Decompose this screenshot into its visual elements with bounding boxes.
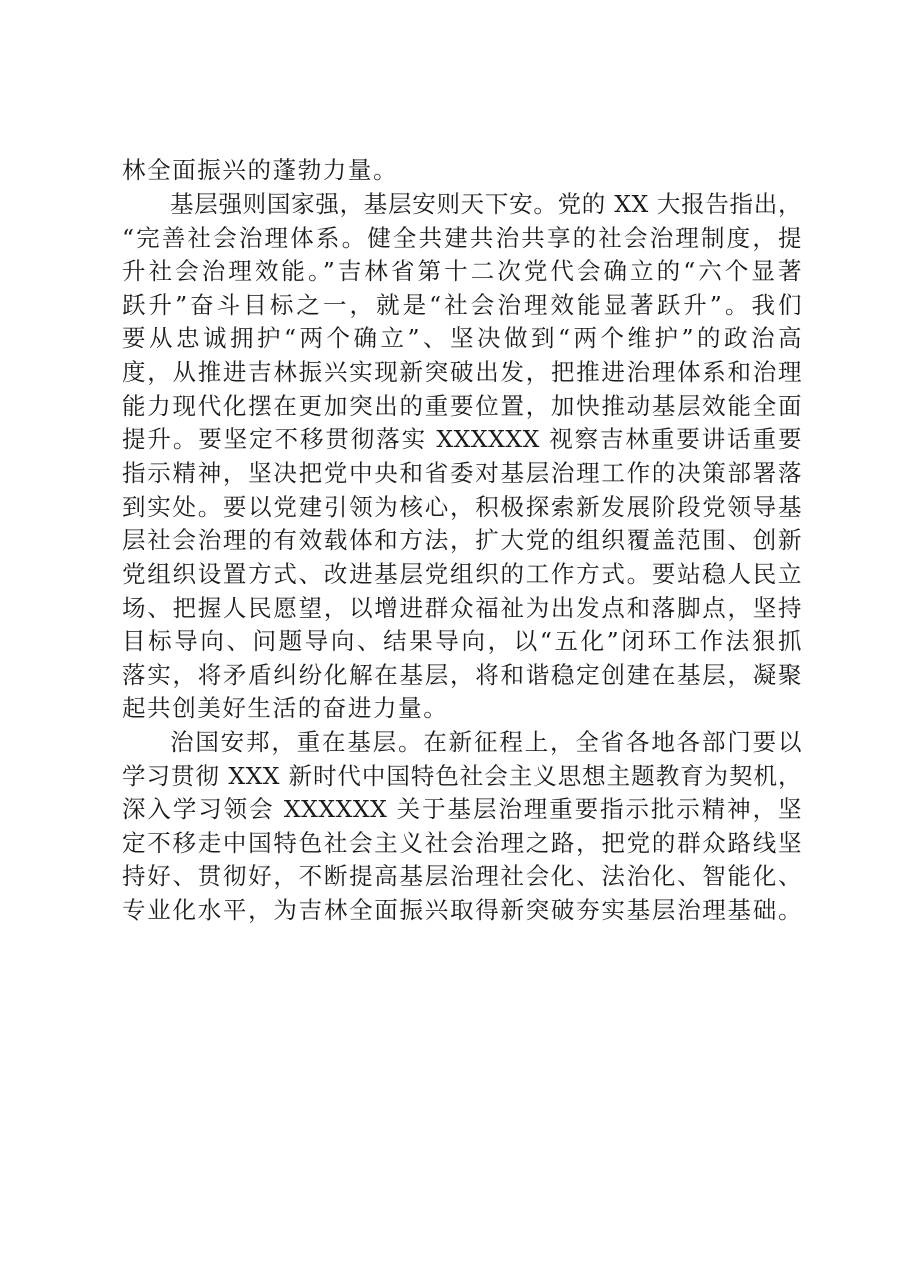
paragraph-line: 起共创美好生活的奋进力量。 xyxy=(122,694,449,722)
paragraph-line: 学习贯彻 XXX 新时代中国特色社会主义思想主题教育为契机， xyxy=(122,762,802,790)
paragraph-line: 落实，将矛盾纠纷化解在基层，将和谐稳定创建在基层，凝聚 xyxy=(122,661,802,689)
paragraph-line: 党组织设置方式、改进基层党组织的工作方式。要站稳人民立 xyxy=(122,560,802,588)
paragraph-line: 度，从推进吉林振兴实现新突破出发，把推进治理体系和治理 xyxy=(122,358,802,386)
paragraph-line: 能力现代化摆在更加突出的重要位置，加快推动基层效能全面 xyxy=(122,392,802,420)
paragraph-line: 到实处。要以党建引领为核心，积极探索新发展阶段党领导基 xyxy=(122,493,802,521)
paragraph-line: 场、把握人民愿望，以增进群众福祉为出发点和落脚点，坚持 xyxy=(122,594,802,622)
paragraph-line: 林全面振兴的蓬勃力量。 xyxy=(122,156,399,184)
paragraph-line: 跃升”奋斗目标之一，就是“社会治理效能显著跃升”。我们 xyxy=(122,291,802,319)
paragraph-line: 指示精神，坚决把党中央和省委对基层治理工作的决策部署落 xyxy=(122,459,802,487)
paragraph-line: 提升。要坚定不移贯彻落实 XXXXXX 视察吉林重要讲话重要 xyxy=(122,425,802,453)
paragraph-line: 深入学习领会 XXXXXX 关于基层治理重要指示批示精神，坚 xyxy=(122,795,802,823)
paragraph-line: 要从忠诚拥护“两个确立”、坚决做到“两个维护”的政治高 xyxy=(122,324,802,352)
paragraph-line: 专业化水平，为吉林全面振兴取得新突破夯实基层治理基础。 xyxy=(122,896,802,924)
paragraph-line: “完善社会治理体系。健全共建共治共享的社会治理制度，提 xyxy=(122,224,802,252)
paragraph-line: 目标导向、问题导向、结果导向，以“五化”闭环工作法狠抓 xyxy=(122,627,802,655)
paragraph-line: 层社会治理的有效载体和方法，扩大党的组织覆盖范围、创新 xyxy=(122,526,802,554)
paragraph-line: 升社会治理效能。”吉林省第十二次党代会确立的“六个显著 xyxy=(122,257,802,285)
paragraph-line: 持好、贯彻好，不断提高基层治理社会化、法治化、智能化、 xyxy=(122,862,802,890)
paragraph-line: 基层强则国家强，基层安则天下安。党的 XX 大报告指出， xyxy=(170,190,802,218)
paragraph-line: 治国安邦，重在基层。在新征程上，全省各地各部门要以 xyxy=(170,728,802,756)
paragraph-line: 定不移走中国特色社会主义社会治理之路，把党的群众路线坚 xyxy=(122,829,802,857)
